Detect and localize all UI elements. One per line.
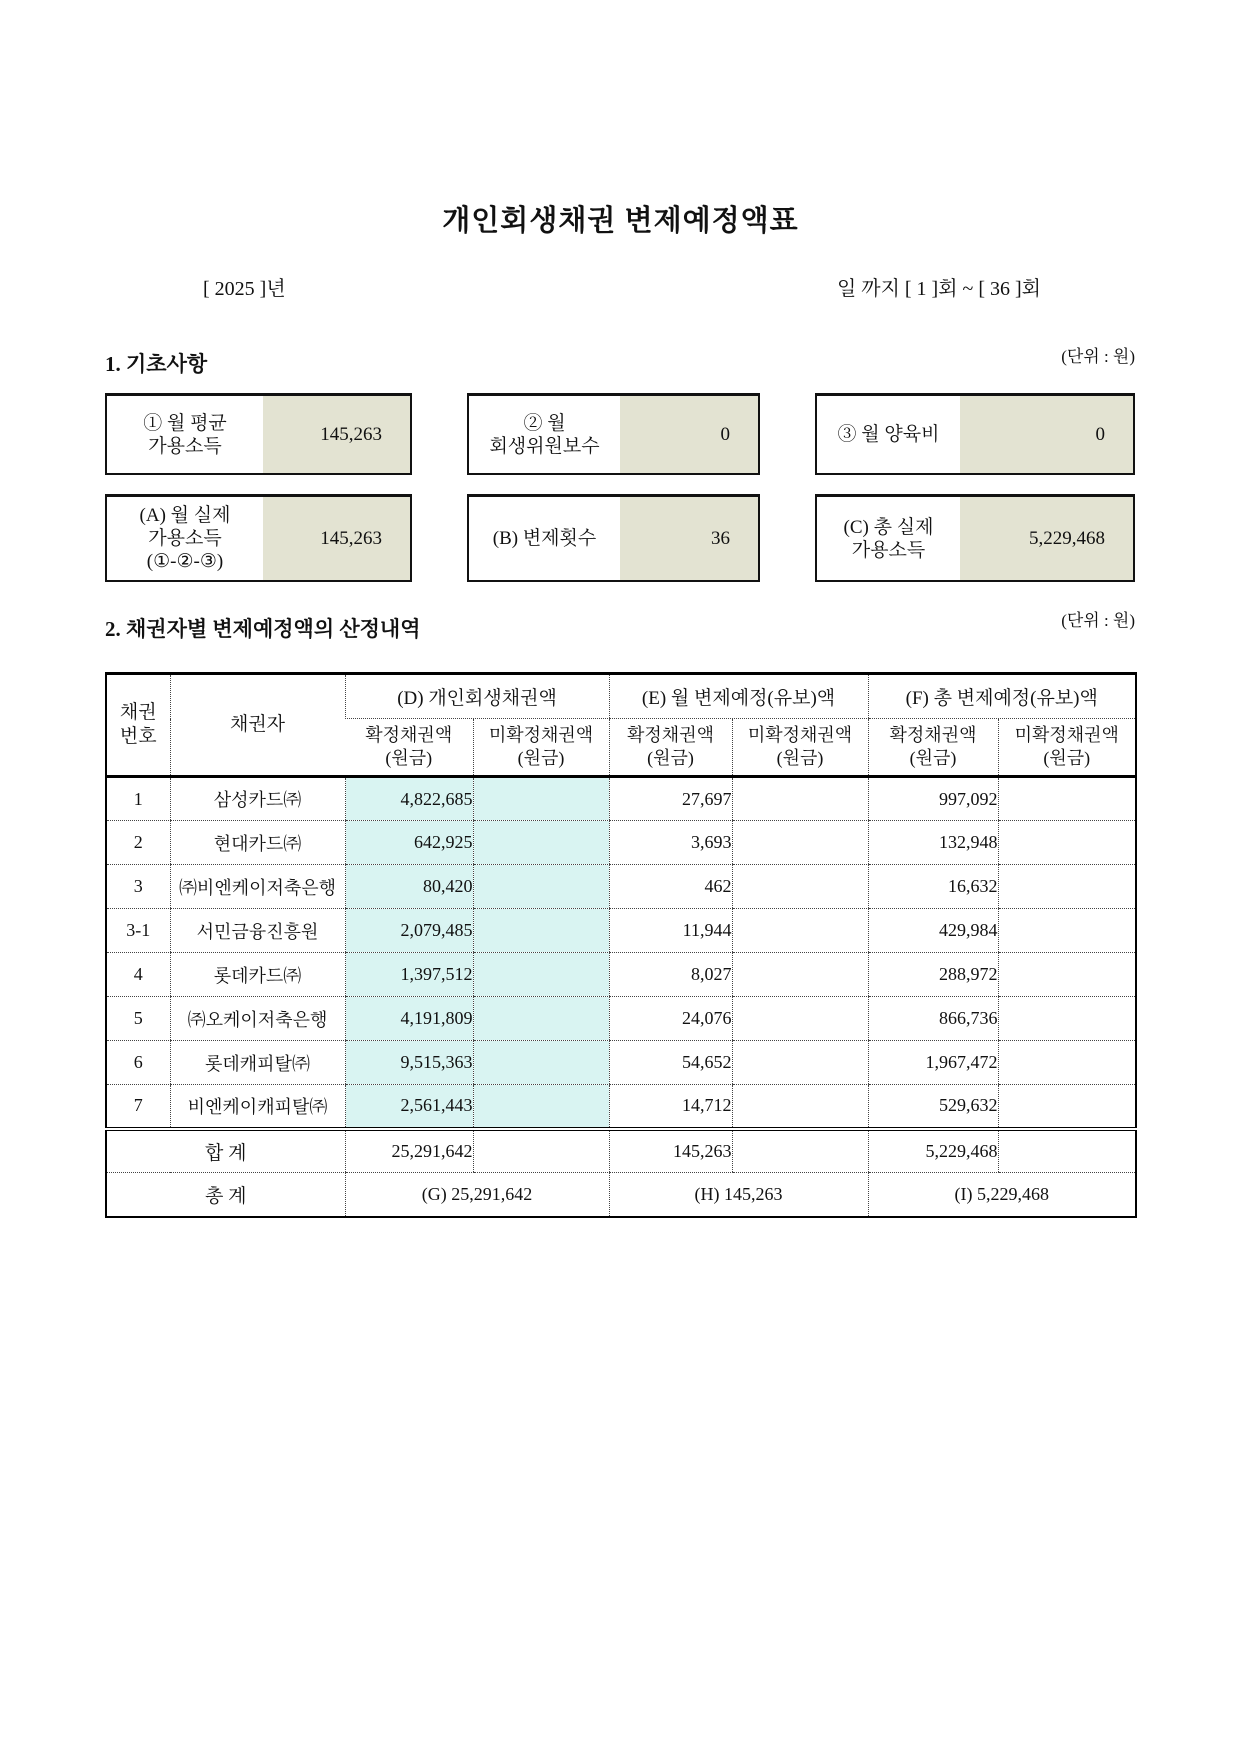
d-unconfirmed	[473, 777, 609, 821]
f-confirmed: 1,967,472	[868, 1041, 998, 1085]
total-label: 총 계	[205, 1185, 247, 1207]
creditor-name: 비엔케이캐피탈㈜	[170, 1085, 345, 1129]
d-unconfirmed	[473, 821, 609, 865]
claim-no: 3-1	[106, 909, 170, 953]
box-label	[107, 396, 263, 473]
f-confirmed: 429,984	[868, 909, 998, 953]
header-line: 번호	[119, 726, 157, 747]
creditor-name: ㈜비엔케이저축은행	[170, 865, 345, 909]
table-row	[106, 1041, 1136, 1085]
year-label: [ 2025 ]년	[203, 278, 286, 300]
header-line: 채권	[119, 702, 157, 723]
claim-no: 2	[106, 821, 170, 865]
f-unconfirmed	[998, 1085, 1136, 1129]
creditor-name: 롯데카드㈜	[170, 953, 345, 997]
d-unconfirmed	[473, 865, 609, 909]
creditor-name: 현대카드㈜	[170, 821, 345, 865]
box-label-line: 가용소득	[851, 539, 926, 561]
header-f-confirmed: 확정채권액 (원금)	[868, 719, 998, 777]
d-confirmed: 9,515,363	[345, 1041, 473, 1085]
box-value: 145,263	[263, 497, 410, 580]
total-e: (H) 145,263	[609, 1173, 868, 1217]
creditor-name: ㈜오케이저축은행	[170, 997, 345, 1041]
box-total-actual-income	[815, 494, 1135, 582]
e-confirmed: 3,693	[609, 821, 732, 865]
f-confirmed: 288,972	[868, 953, 998, 997]
box-label-line: ② 월	[523, 412, 566, 434]
box-label-line: 회생위원보수	[489, 435, 600, 457]
f-confirmed: 866,736	[868, 997, 998, 1041]
e-unconfirmed	[732, 953, 868, 997]
subtotal-e-confirmed: 145,263	[609, 1129, 732, 1173]
box-label	[107, 497, 263, 580]
claim-no: 4	[106, 953, 170, 997]
rounds-range-label: 일 까지 [ 1 ]회 ~ [ 36 ]회	[836, 278, 1041, 300]
total-d: (G) 25,291,642	[345, 1173, 609, 1217]
f-unconfirmed	[998, 909, 1136, 953]
subtotal-d-confirmed: 25,291,642	[345, 1129, 473, 1173]
box-trustee-fee	[467, 393, 760, 475]
e-unconfirmed	[732, 865, 868, 909]
total-f: (I) 5,229,468	[868, 1173, 1136, 1217]
creditor-name: 롯데캐피탈㈜	[170, 1041, 345, 1085]
subtotal-d-unconfirmed	[473, 1129, 609, 1173]
d-confirmed: 1,397,512	[345, 953, 473, 997]
header-claim-no	[106, 674, 170, 777]
e-unconfirmed	[732, 821, 868, 865]
box-label	[817, 396, 960, 473]
d-confirmed: 2,079,485	[345, 909, 473, 953]
header-d-confirmed: 확정채권액 (원금)	[345, 719, 473, 777]
header-group-e: (E) 월 변제예정(유보)액	[609, 674, 868, 719]
d-confirmed: 4,822,685	[345, 777, 473, 821]
f-unconfirmed	[998, 997, 1136, 1041]
f-confirmed: 16,632	[868, 865, 998, 909]
repayment-table	[105, 672, 1137, 1218]
header-e-unconfirmed: 미확정채권액 (원금)	[732, 719, 868, 777]
f-unconfirmed	[998, 777, 1136, 821]
table-row	[106, 997, 1136, 1041]
total-row	[106, 1173, 1136, 1217]
box-value: 145,263	[263, 396, 410, 473]
table-row	[106, 953, 1136, 997]
box-label-line: 가용소득	[148, 528, 222, 549]
box-value: 0	[960, 396, 1133, 473]
f-unconfirmed	[998, 953, 1136, 997]
f-unconfirmed	[998, 865, 1136, 909]
table-row	[106, 1085, 1136, 1129]
box-label-line: (A) 월 실제	[139, 505, 231, 526]
section1-heading: 1. 기초사항	[105, 352, 208, 376]
e-confirmed: 54,652	[609, 1041, 732, 1085]
e-confirmed: 11,944	[609, 909, 732, 953]
header-creditor: 채권자	[170, 674, 345, 777]
f-confirmed: 529,632	[868, 1085, 998, 1129]
e-confirmed: 27,697	[609, 777, 732, 821]
e-unconfirmed	[732, 997, 868, 1041]
box-value: 36	[620, 497, 758, 580]
page-title: 개인회생채권 변제예정액표	[442, 205, 799, 237]
box-label-line: ③ 월 양육비	[837, 424, 940, 445]
unit-note-section1: (단위 : 원)	[1061, 347, 1135, 366]
box-label	[817, 497, 960, 580]
box-label	[469, 396, 620, 473]
e-confirmed: 14,712	[609, 1085, 732, 1129]
box-label-line: (C) 총 실제	[843, 516, 934, 538]
header-d-unconfirmed: 미확정채권액 (원금)	[473, 719, 609, 777]
f-confirmed: 132,948	[868, 821, 998, 865]
subtotal-f-unconfirmed	[998, 1129, 1136, 1173]
d-unconfirmed	[473, 909, 609, 953]
creditor-name: 삼성카드㈜	[170, 777, 345, 821]
e-unconfirmed	[732, 1085, 868, 1129]
table-row	[106, 865, 1136, 909]
e-unconfirmed	[732, 909, 868, 953]
subtotal-f-confirmed: 5,229,468	[868, 1129, 998, 1173]
f-unconfirmed	[998, 1041, 1136, 1085]
d-confirmed: 80,420	[345, 865, 473, 909]
e-confirmed: 462	[609, 865, 732, 909]
claim-no: 5	[106, 997, 170, 1041]
box-value: 5,229,468	[960, 497, 1133, 580]
box-monthly-avg-income	[105, 393, 412, 475]
header-group-f: (F) 총 변제예정(유보)액	[868, 674, 1136, 719]
subtotal-label: 합 계	[106, 1129, 345, 1173]
table-row	[106, 821, 1136, 865]
claim-no: 6	[106, 1041, 170, 1085]
e-unconfirmed	[732, 777, 868, 821]
f-unconfirmed	[998, 821, 1136, 865]
box-actual-monthly-income	[105, 494, 412, 582]
box-child-support	[815, 393, 1135, 475]
section2-heading: 2. 채권자별 변제예정액의 산정내역	[105, 617, 421, 641]
creditor-name: 서민금융진흥원	[170, 909, 345, 953]
claim-no: 1	[106, 777, 170, 821]
e-unconfirmed	[732, 1041, 868, 1085]
f-confirmed: 997,092	[868, 777, 998, 821]
table-row	[106, 777, 1136, 821]
box-label	[469, 497, 620, 580]
d-unconfirmed	[473, 1085, 609, 1129]
claim-no: 3	[106, 865, 170, 909]
d-unconfirmed	[473, 997, 609, 1041]
e-confirmed: 24,076	[609, 997, 732, 1041]
subtotal-e-unconfirmed	[732, 1129, 868, 1173]
d-unconfirmed	[473, 953, 609, 997]
box-repayment-count	[467, 494, 760, 582]
unit-note-section2: (단위 : 원)	[1061, 611, 1135, 630]
d-confirmed: 4,191,809	[345, 997, 473, 1041]
subtotal-row	[106, 1129, 1136, 1173]
header-group-d: (D) 개인회생채권액	[345, 674, 609, 719]
box-label-line: (B) 변제횟수	[492, 528, 597, 549]
d-unconfirmed	[473, 1041, 609, 1085]
table-row	[106, 909, 1136, 953]
d-confirmed: 642,925	[345, 821, 473, 865]
box-value: 0	[620, 396, 758, 473]
box-label-line: ① 월 평균	[143, 412, 227, 434]
d-confirmed: 2,561,443	[345, 1085, 473, 1129]
box-label-line: (①-②-③)	[146, 551, 224, 572]
e-confirmed: 8,027	[609, 953, 732, 997]
claim-no: 7	[106, 1085, 170, 1129]
header-e-confirmed: 확정채권액 (원금)	[609, 719, 732, 777]
box-label-line: 가용소득	[148, 435, 222, 457]
header-f-unconfirmed: 미확정채권액 (원금)	[998, 719, 1136, 777]
